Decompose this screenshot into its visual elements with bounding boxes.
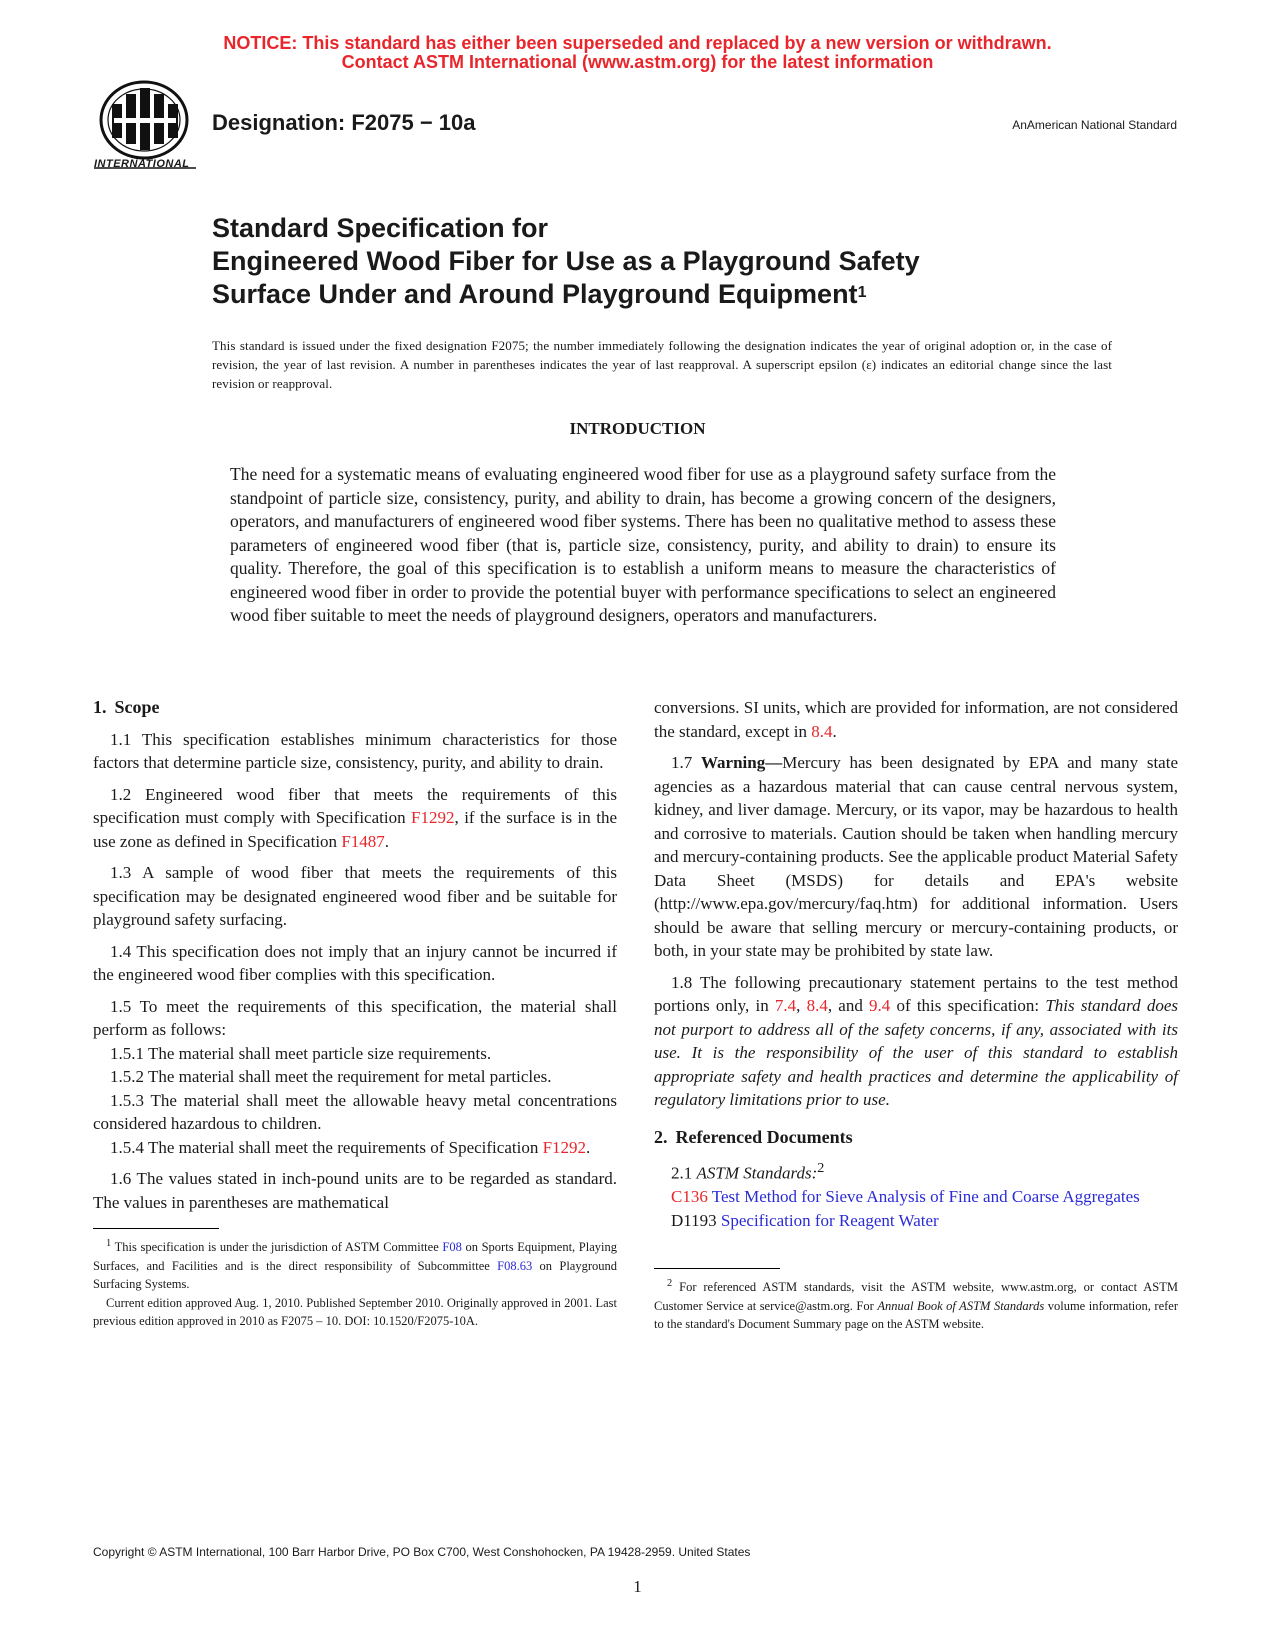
notice-line-2: Contact ASTM International (www.astm.org) for the latest information xyxy=(341,52,934,72)
designation: Designation: F2075 − 10a xyxy=(212,110,476,135)
introduction-text: The need for a systematic means of evaluating engineered wood fiber for use as a playground safety surface from the standpoint of particle size, consistency, purity, and ability to drain, has become a growing concern of the designers, operators, and manufacturers of engineered wood fiber systems. There has been no qualitative method to assess these parameters of engineered wood fiber (that is, particle size, consistency, purity, and ability to drain) to ensure its quality. Therefore, the goal of this specification is to establish a uniform means to measure the characteristics of engineered wood fiber in order to provide the potential buyer with performance specifications to select an engineered wood fiber suitable to meet the needs of playground designers, operators and manufacturers. xyxy=(230,464,1056,625)
paragraph-1-5-4: 1.5.4 The material shall meet the requirements of Specification F1292. xyxy=(110,1137,591,1157)
section-title: Scope xyxy=(114,697,160,717)
link-c136-title[interactable]: Test Method for Sieve Analysis of Fine and Coarse Aggregates xyxy=(711,1187,1140,1207)
section-title: Referenced Documents xyxy=(675,1126,853,1147)
footnote-1: $^1$ This specification is under the jurisdiction of ASTM Committee F08 on Sports Equipment, Playing Surfaces, and Facilities and is the direct responsibility of Subcommittee F08.63 on Playground Surfacing Systems. xyxy=(93,1238,617,1292)
paragraph-1-5-2: 1.5.2 The material shall meet the requirement for metal particles. xyxy=(110,1067,552,1086)
link-d1193-title[interactable]: Specification for Reagent Water xyxy=(720,1210,939,1230)
section-1-heading xyxy=(93,696,617,720)
page-number: 1 xyxy=(633,1577,642,1596)
logo-wordmark: INTERNATIONAL xyxy=(94,158,190,170)
link-8-4[interactable]: 8.4 xyxy=(806,996,828,1015)
american-national-standard-label: AnAmerican National Standard xyxy=(1012,118,1177,132)
paragraph-1-6: 1.6 The values stated in inch-pound units are to be regarded as standard. The values in parentheses are mathematical xyxy=(93,1169,617,1212)
section-2-heading xyxy=(654,1126,1178,1150)
link-8-4[interactable]: 8.4 xyxy=(811,721,833,741)
section-number: 2. xyxy=(654,1126,668,1147)
paragraph-1-8: 1.8 The following precautionary statement pertains to the test method portions only, in 7.4, 8.4, and 9.4 of this specification: This standard does not purport to address all of the safety concerns, if any, associated with its use. It is the responsibility of the user of this standard to establish appropriate safety and health practices and determine the applicability of regulatory limitations prior to use. xyxy=(654,972,1179,1109)
footnotes-left xyxy=(93,1235,617,1331)
paragraph-1-5-3: 1.5.3 The material shall meet the allowable heavy metal concentrations considered hazardous to children. xyxy=(93,1090,617,1133)
title-line-1: Standard Specification for xyxy=(212,213,549,243)
paragraph-1-6-continued: conversions. SI units, which are provided for information, are not considered the standard, except in 8.4. xyxy=(654,698,1178,741)
issued-note: This standard is issued under the fixed designation F2075; the number immediately following the designation indicates the year of original adoption or, in the case of revision, the year of last revision. A number in parentheses indicates the year of last reapproval. A superscript epsilon (ε) indicates an editorial change since the last revision or reapproval. xyxy=(212,338,1112,391)
link-f1487[interactable]: F1487 xyxy=(341,831,385,851)
title-line-2: Engineered Wood Fiber for Use as a Playground Safety xyxy=(212,246,920,276)
paragraph-1-7: 1.7 Warning—Mercury has been designated by EPA and many state agencies as a hazardous material that can cause central nervous system, kidney, and liver damage. Mercury, or its vapor, may be hazardous to health and corrosive to materials. Caution should be taken when handling mercury and mercury-containing products. See the applicable product Material Safety Data Sheet (MSDS) for details and EPA's website (http://www.epa.gov/mercury/faq.htm) for additional information. Users should be aware that selling mercury or mercury-containing products, or both, in your state may be prohibited by state law. xyxy=(654,753,1178,960)
footnote-2: $^2$ For referenced ASTM standards, visit the ASTM website, www.astm.org, or contact ASTM Customer Service at service@astm.org. For Annual Book of ASTM Standards volume information, refer to the standard's Document Summary page on the ASTM website. xyxy=(654,1278,1178,1332)
notice-line-1: NOTICE: This standard has either been superseded and replaced by a new version or withdrawn. xyxy=(223,33,1052,53)
reference-c136[interactable]: C136 Test Method for Sieve Analysis of Fine and Coarse Aggregates xyxy=(671,1187,1140,1207)
link-f08[interactable]: F08 xyxy=(442,1240,462,1255)
introduction-heading: INTRODUCTION xyxy=(569,419,706,438)
reference-d1193[interactable]: D1193 Specification for Reagent Water xyxy=(671,1210,939,1230)
footnotes-right xyxy=(654,1275,1178,1334)
left-column xyxy=(93,696,617,1331)
paragraph-1-5: 1.5 To meet the requirements of this specification, the material shall perform as follows: xyxy=(93,996,617,1039)
link-f1292[interactable]: F1292 xyxy=(411,808,455,827)
paragraph-1-1: 1.1 This specification establishes minimum characteristics for those factors that determine particle size, consistency, purity, and ability to drain. xyxy=(93,729,617,772)
right-column xyxy=(654,696,1178,1334)
link-9-4[interactable]: 9.4 xyxy=(869,996,891,1015)
footnote-1-edition: Current edition approved Aug. 1, 2010. Published September 2010. Originally approved in 2001. Last previous edition approved in 2010 as F2075 – 10. DOI: 10.1520/F2075-10A. xyxy=(93,1295,617,1329)
title-footnote-ref[interactable]: 1 xyxy=(857,284,867,301)
section-number: 1. xyxy=(93,697,107,717)
link-f08-63[interactable]: F08.63 xyxy=(497,1258,533,1273)
document-title xyxy=(212,212,1112,311)
copyright-notice: Copyright © ASTM International, 100 Barr Harbor Drive, PO Box C700, West Conshohocken, PA 19428-2959. United States xyxy=(93,1545,751,1559)
paragraph-2-1: 2.1 ASTM Standards:$^2$ xyxy=(671,1160,825,1183)
link-f1292[interactable]: F1292 xyxy=(542,1137,587,1157)
link-7-4[interactable]: 7.4 xyxy=(774,996,797,1015)
paragraph-1-3: 1.3 A sample of wood fiber that meets the requirements of this specification may be designated engineered wood fiber and be suitable for playground safety surfacing. xyxy=(93,863,617,929)
warning-label: Warning— xyxy=(700,753,783,772)
withdrawal-notice xyxy=(0,34,1275,72)
footnote-divider xyxy=(654,1268,780,1269)
footnote-divider xyxy=(93,1228,219,1229)
paragraph-1-4: 1.4 This specification does not imply that an injury cannot be incurred if the engineered wood fiber complies with this specification. xyxy=(93,941,617,984)
title-line-3: Surface Under and Around Playground Equipment xyxy=(212,279,858,309)
paragraph-1-2: 1.2 Engineered wood fiber that meets the requirements of this specification must comply with Specification F1292, if the surface is in the use zone as defined in Specification F1487. xyxy=(93,784,617,851)
paragraph-1-5-1: 1.5.1 The material shall meet particle size requirements. xyxy=(110,1043,492,1063)
astm-international-logo-icon xyxy=(92,80,200,182)
